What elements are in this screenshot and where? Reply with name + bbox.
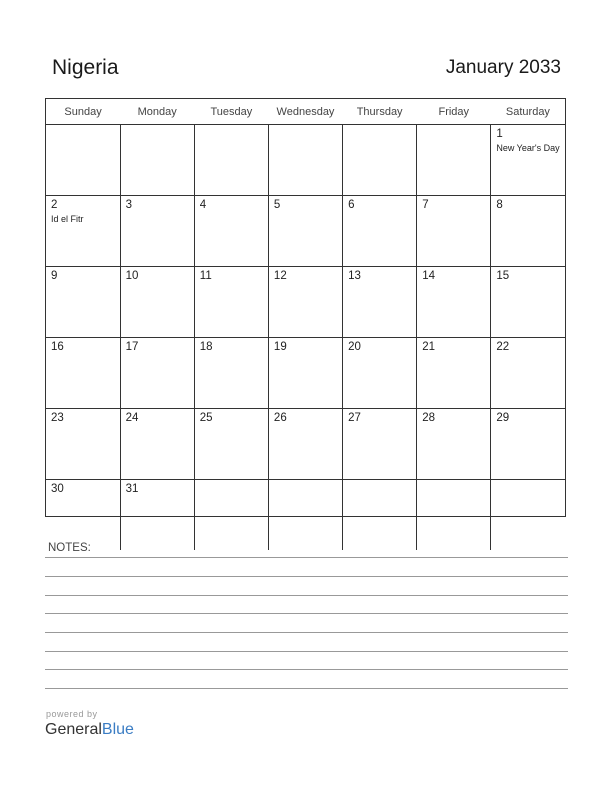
day-cell[interactable]	[491, 196, 565, 267]
day-cell	[268, 125, 342, 196]
day-number: 18	[199, 341, 213, 353]
day-number: 24	[125, 412, 139, 424]
week-row	[46, 480, 565, 551]
day-cell[interactable]	[268, 338, 342, 409]
day-cell[interactable]	[46, 480, 120, 551]
day-cell[interactable]	[120, 338, 194, 409]
month-year-title: January 2033	[445, 57, 561, 78]
day-number: 3	[125, 199, 133, 211]
day-cell	[120, 125, 194, 196]
note-line	[45, 576, 568, 577]
day-number: 19	[273, 341, 287, 353]
day-cell[interactable]	[194, 196, 268, 267]
note-line	[45, 669, 568, 670]
day-cell[interactable]	[46, 267, 120, 338]
note-line	[45, 632, 568, 633]
day-cell[interactable]	[268, 409, 342, 480]
day-number: 29	[496, 412, 510, 424]
day-cell	[343, 125, 417, 196]
day-number: 30	[51, 483, 64, 495]
day-number: 11	[199, 270, 212, 282]
day-cell[interactable]	[120, 480, 194, 551]
day-number: 14	[422, 270, 435, 282]
day-cell[interactable]	[46, 338, 120, 409]
note-line	[45, 613, 568, 614]
weekday-header: Friday	[417, 99, 491, 125]
day-number: 28	[422, 412, 435, 424]
day-cell[interactable]	[417, 409, 491, 480]
country-title: Nigeria	[52, 56, 119, 79]
day-cell[interactable]	[491, 267, 565, 338]
day-cell[interactable]	[120, 267, 194, 338]
day-number: 17	[125, 341, 139, 353]
day-number: 4	[199, 199, 207, 211]
day-cell	[194, 125, 268, 196]
day-number: 2	[51, 199, 58, 211]
week-row	[46, 125, 565, 196]
day-cell[interactable]	[194, 409, 268, 480]
day-cell[interactable]	[491, 409, 565, 480]
day-number: 26	[273, 412, 287, 424]
holiday-label: New Year's Day	[496, 143, 560, 153]
day-cell[interactable]	[417, 196, 491, 267]
weekday-header: Tuesday	[194, 99, 268, 125]
weekday-header: Wednesday	[268, 99, 342, 125]
day-cell[interactable]	[268, 196, 342, 267]
weekday-header: Saturday	[491, 99, 565, 125]
note-line	[45, 651, 568, 652]
day-number: 15	[496, 270, 510, 282]
generalblue-logo[interactable]	[45, 721, 134, 739]
day-cell[interactable]	[268, 267, 342, 338]
note-line	[45, 688, 568, 689]
day-number: 5	[273, 199, 281, 211]
day-number: 16	[51, 341, 64, 353]
day-number: 27	[348, 412, 361, 424]
day-cell	[417, 480, 491, 551]
day-cell[interactable]	[491, 125, 565, 196]
day-number: 20	[348, 341, 361, 353]
day-cell[interactable]	[120, 196, 194, 267]
note-line	[45, 557, 568, 558]
day-number: 31	[125, 483, 139, 495]
day-number: 12	[273, 270, 287, 282]
day-number: 10	[125, 270, 139, 282]
day-cell	[268, 480, 342, 551]
week-row	[46, 267, 565, 338]
weekday-header-row	[46, 99, 565, 125]
day-cell[interactable]	[417, 338, 491, 409]
weekday-header: Sunday	[46, 99, 120, 125]
day-cell[interactable]	[343, 338, 417, 409]
week-row	[46, 338, 565, 409]
day-number: 21	[422, 341, 435, 353]
day-number: 8	[496, 199, 503, 211]
note-line	[45, 595, 568, 596]
powered-by-text: powered by	[46, 709, 98, 719]
day-cell[interactable]	[194, 338, 268, 409]
weekday-header: Thursday	[343, 99, 417, 125]
day-cell[interactable]	[343, 267, 417, 338]
holiday-label: Id el Fitr	[51, 214, 84, 224]
day-cell[interactable]	[343, 196, 417, 267]
brand-blue-text: Blue	[101, 721, 134, 738]
day-cell[interactable]	[46, 196, 120, 267]
calendar-grid	[45, 98, 566, 517]
day-cell[interactable]	[417, 267, 491, 338]
day-number: 6	[348, 199, 355, 211]
day-cell[interactable]	[491, 338, 565, 409]
day-cell	[491, 480, 565, 551]
day-cell	[46, 125, 120, 196]
week-row	[46, 409, 565, 480]
day-number: 1	[496, 128, 503, 140]
week-row	[46, 196, 565, 267]
brand-general-text: General	[45, 721, 102, 738]
day-number: 23	[51, 412, 64, 424]
day-cell[interactable]	[194, 267, 268, 338]
weekday-header: Monday	[120, 99, 194, 125]
day-cell	[194, 480, 268, 551]
day-cell[interactable]	[46, 409, 120, 480]
day-cell	[417, 125, 491, 196]
day-number: 9	[51, 270, 58, 282]
day-cell[interactable]	[343, 409, 417, 480]
notes-label: NOTES:	[48, 542, 91, 554]
day-cell	[343, 480, 417, 551]
day-number: 22	[496, 341, 510, 353]
day-number: 7	[422, 199, 429, 211]
day-number: 25	[199, 412, 213, 424]
day-number: 13	[348, 270, 361, 282]
day-cell[interactable]	[120, 409, 194, 480]
